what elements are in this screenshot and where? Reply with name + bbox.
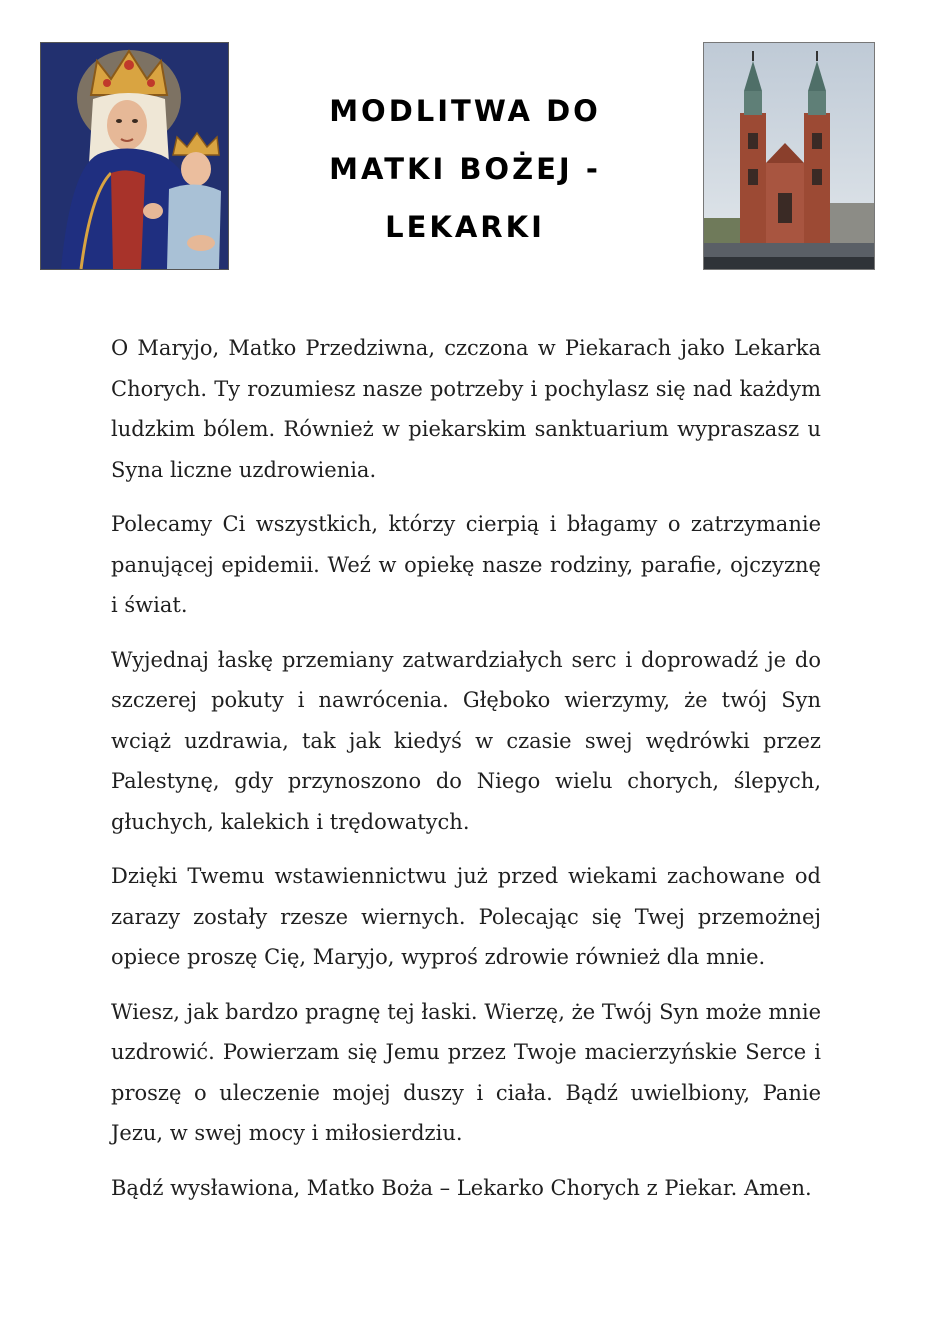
prayer-paragraph: Polecamy Ci wszystkich, którzy cierpią i błagamy o zatrzymanie panującej epidemii. Weź w opiekę nasze rodziny, parafie, ojczyznę i świat.	[111, 512, 821, 617]
prayer-paragraph: Wiesz, jak bardzo pragnę tej łaski. Wierzę, że Twój Syn może mnie uzdrowić. Powierzam się Jemu przez Twoje macierzyńskie Serce i proszę o uleczenie mojej duszy i ciała. Bądź uwielbiony, Panie Jezu, w swej mocy i miłosierdziu.	[111, 999, 821, 1145]
prayer-paragraph: O Maryjo, Matko Przedziwna, czczona w Piekarach jako Lekarka Chorych. Ty rozumiesz nasze potrzeby i pochylasz się nad każdym ludzkim bólem. Również w piekarskim sanktuarium wypraszasz u Syna liczne uzdrowienia.	[111, 336, 821, 482]
prayer-text	[111, 328, 821, 1222]
prayer-paragraph: Dzięki Twemu wstawiennictwu już przed wiekami zachowane od zarazy zostały rzesze wiernych. Polecając się Twej przemożnej opiece proszę Cię, Maryjo, wyproś zdrowie również dla mnie.	[111, 864, 821, 969]
prayer-closing: Bądź wysławiona, Matko Boża – Lekarko Chorych z Piekar. Amen.	[111, 1175, 812, 1200]
prayer-paragraph: Wyjednaj łaskę przemiany zatwardziałych serc i doprowadź je do szczerej pokuty i nawrócenia. Głęboko wierzymy, że twój Syn wciąż uzdrawia, tak jak kiedyś w czasie swej wędrówki przez Palestynę, gdy przynoszono do Niego wielu chorych, ślepych, głuchych, kalekich i trędowatych.	[111, 647, 821, 834]
page-header	[0, 0, 933, 300]
madonna-with-child-icon	[40, 42, 229, 270]
basilica-twin-towers-icon	[703, 42, 875, 270]
page-title: MODLITWA DO MATKI BOŻEJ - LEKARKI	[329, 94, 601, 244]
